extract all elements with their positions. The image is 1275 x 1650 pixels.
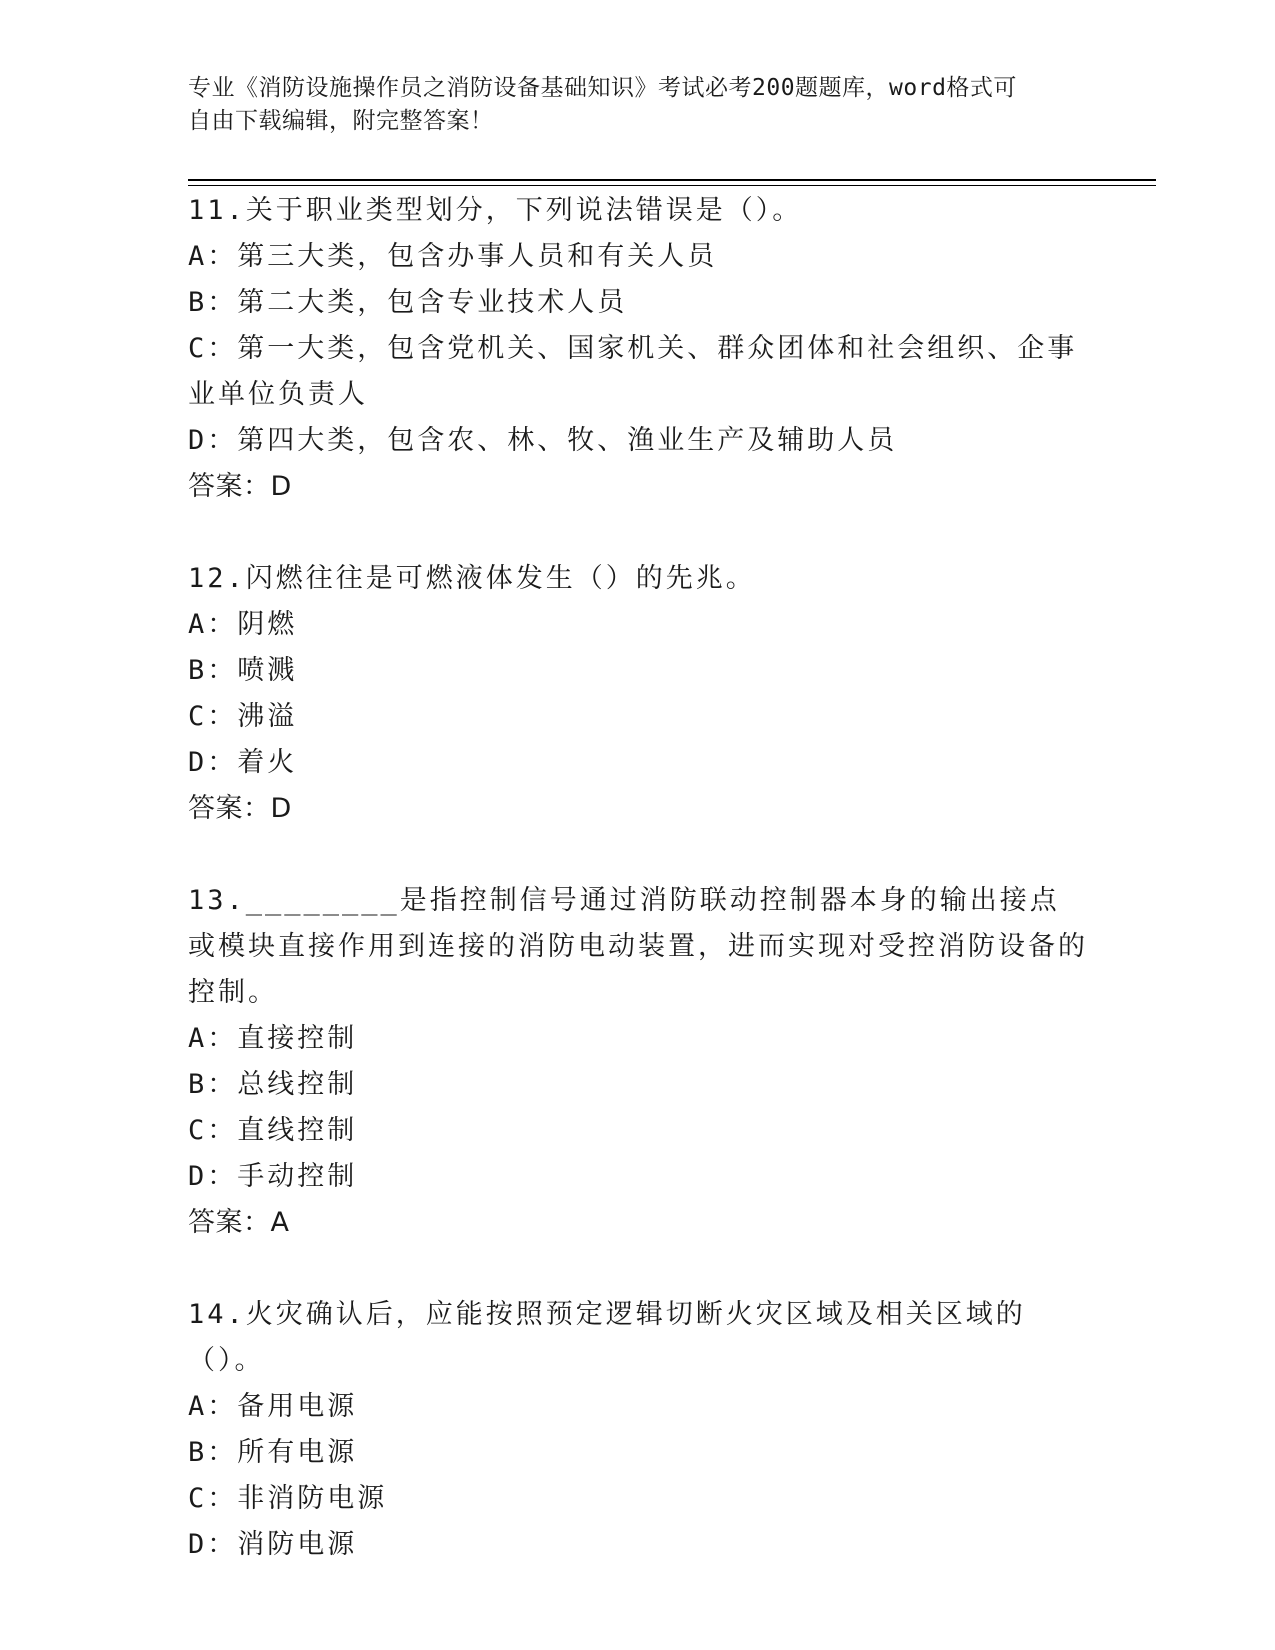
option-b: B：喷溅 [188, 655, 298, 686]
option-a: A：第三大类，包含办事人员和有关人员 [188, 241, 718, 272]
header-line-2: 自由下载编辑，附完整答案！ [188, 108, 494, 134]
answer: 答案：D [188, 793, 292, 824]
question-stem: 14.火灾确认后，应能按照预定逻辑切断火灾区域及相关区域的（）。 [188, 1299, 1026, 1376]
option-d: D：着火 [188, 747, 298, 778]
option-d: D：第四大类，包含农、林、牧、渔业生产及辅助人员 [188, 425, 898, 456]
option-d: D：手动控制 [188, 1161, 358, 1192]
document-header [188, 72, 1068, 138]
answer: 答案：D [188, 471, 292, 502]
option-c: C：直线控制 [188, 1115, 358, 1146]
question-12 [188, 556, 1088, 832]
option-a: A：备用电源 [188, 1391, 358, 1422]
option-a: A：直接控制 [188, 1023, 358, 1054]
question-stem: 13.________是指控制信号通过消防联动控制器本身的输出接点或模块直接作用到连接的消防电动装置，进而实现对受控消防设备的控制。 [188, 885, 1088, 1008]
option-a: A：阴燃 [188, 609, 298, 640]
header-divider-thick [188, 179, 1156, 181]
question-stem: 11.关于职业类型划分，下列说法错误是（）。 [188, 195, 803, 226]
header-line-1: 专业《消防设施操作员之消防设备基础知识》考试必考200题题库，word格式可 [188, 75, 1017, 101]
option-c: C：沸溢 [188, 701, 298, 732]
question-list [188, 188, 1088, 1614]
option-d: D：消防电源 [188, 1529, 358, 1560]
question-11 [188, 188, 1088, 510]
option-b: B：总线控制 [188, 1069, 358, 1100]
question-13 [188, 878, 1088, 1246]
question-14 [188, 1292, 1088, 1568]
option-c: C：第一大类，包含党机关、国家机关、群众团体和社会组织、企事业单位负责人 [188, 333, 1078, 410]
option-b: B：所有电源 [188, 1437, 358, 1468]
option-b: B：第二大类，包含专业技术人员 [188, 287, 628, 318]
option-c: C：非消防电源 [188, 1483, 388, 1514]
question-stem: 12.闪燃往往是可燃液体发生（）的先兆。 [188, 563, 756, 594]
header-divider-thin [188, 185, 1156, 186]
answer: 答案：A [188, 1207, 290, 1238]
